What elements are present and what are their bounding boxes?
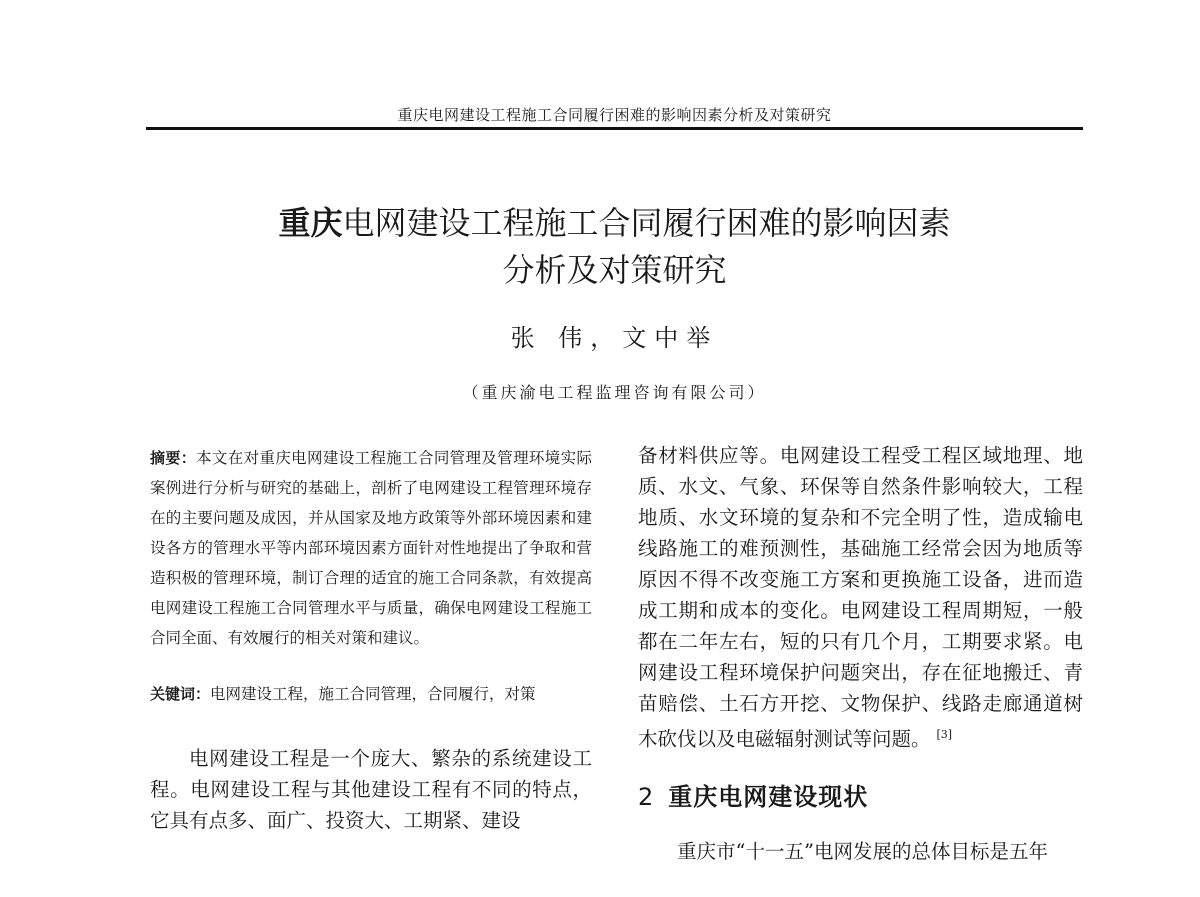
left-column (150, 443, 592, 836)
intro-paragraph: 电网建设工程是一个庞大、繁杂的系统建设工程。电网建设工程与其他建设工程有不同的特点，它具有点多、面广、投资大、工期紧、建设 (150, 747, 592, 832)
right-paragraph-2: 重庆市“十一五”电网发展的总体目标是五年 (677, 839, 1048, 863)
right-column (638, 440, 1083, 867)
title-bold-part: 重庆 (278, 204, 343, 242)
affiliation: （重庆渝电工程监理咨询有限公司） (462, 383, 767, 402)
running-header: 重庆电网建设工程施工合同履行困难的影响因素分析及对策研究 (397, 106, 832, 124)
section-heading (638, 777, 1083, 812)
paper-title (146, 200, 1083, 294)
section-title: 重庆电网建设现状 (668, 782, 869, 811)
abstract-text: 本文在对重庆电网建设工程施工合同管理及管理环境实际案例进行分析与研究的基础上，剖析了电网建设工程管理环境存在的主要问题及成因，并从国家及地方政策等外部环境因素和建设各方的管理水平等内部环境因素方面针对性地提出了争取和营造积极的管理环境，制订合理的适宜的施工合同条款，有效提高电网建设工程施工合同管理水平与质量，确保电网建设工程施工合同全面、有效履行的相关对策和建议。 (150, 449, 592, 647)
abstract (150, 443, 592, 653)
right-paragraph-1 (638, 440, 1083, 755)
title-line-1-rest: 电网建设工程施工合同履行困难的影响因素 (342, 204, 951, 242)
keywords-label: 关键词： (150, 685, 211, 703)
title-line-2: 分析及对策研究 (502, 251, 727, 289)
citation-ref: [3] (936, 728, 953, 741)
authors: 张 伟，文中举 (510, 324, 719, 352)
keywords (150, 679, 592, 709)
right-paragraph-1-text: 备材料供应等。电网建设工程受工程区域地理、地质、水文、气象、环保等自然条件影响较大，工程地质、水文环境的复杂和不完全明了性，造成输电线路施工的难预测性，基础施工经常会因为地质等原因不得不改变施工方案和更换施工设备，进而造成工期和成本的变化。电网建设工程周期短，一般都在二年左右，短的只有几个月，工期要求紧。电网建设工程环境保护问题突出，存在征地搬迁、青苗赔偿、土石方开挖、文物保护、线路走廊通道树木砍伐以及电磁辐射测试等问题。 (638, 444, 1083, 751)
header-rule (146, 127, 1083, 130)
abstract-label: 摘要： (150, 449, 197, 467)
keywords-text: 电网建设工程，施工合同管理，合同履行，对策 (210, 685, 536, 703)
section-number: 2 (638, 782, 655, 811)
title-line-1 (146, 200, 1083, 247)
